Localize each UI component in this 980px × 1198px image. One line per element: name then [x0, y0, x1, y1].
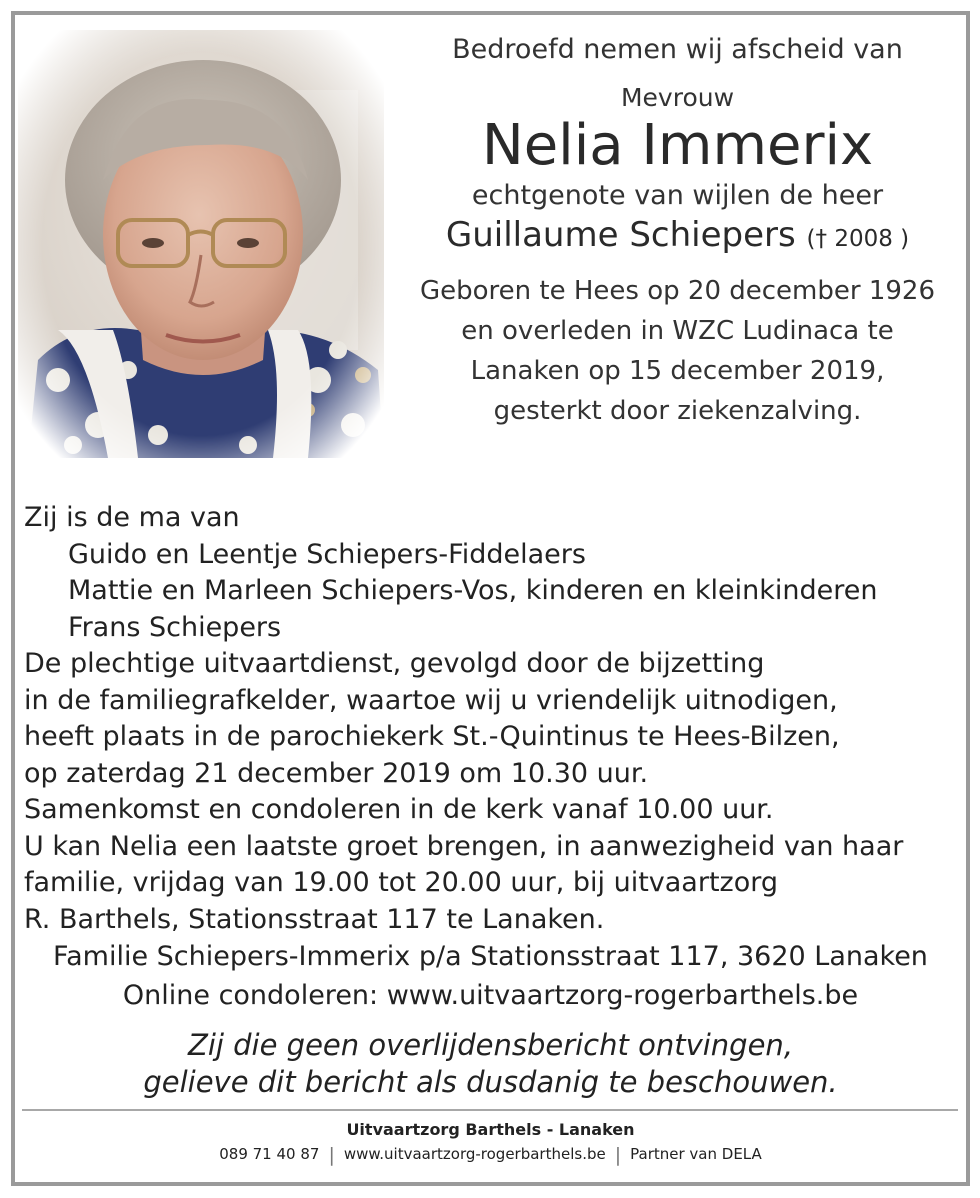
child-entry: Guido en Leentje Schiepers-Fiddelaers: [68, 538, 586, 570]
spouse-death-year: († 2008 ): [806, 226, 910, 252]
footer-divider: [22, 1109, 958, 1111]
spouse-name: Guillaume Schiepers: [445, 215, 796, 255]
child-entry: Frans Schiepers: [68, 611, 282, 643]
service-line: op zaterdag 21 december 2019 om 10.30 uur.: [24, 757, 649, 789]
separator: |: [328, 1144, 335, 1166]
service-line: familie, vrijdag van 19.00 tot 20.00 uur, bij uitvaartzorg: [24, 867, 778, 898]
intro-text: Bedroefd nemen wij afscheid van: [452, 34, 903, 65]
announcement-header: [395, 30, 960, 431]
birth-line: Lanaken op 15 december 2019,: [470, 356, 885, 386]
honorific-title: Mevrouw: [620, 83, 735, 112]
separator: |: [614, 1144, 622, 1166]
birth-line: Geboren te Hees op 20 december 1926: [420, 276, 935, 306]
spouse-intro: echtgenote van wijlen de heer: [471, 180, 884, 211]
obituary-body: [24, 500, 954, 938]
closing-quote: [15, 1027, 966, 1101]
family-contact: [15, 937, 966, 1015]
phone-number: 089 71 40 87: [219, 1145, 320, 1163]
service-line: Samenkomst en condoleren in de kerk vanaf 10.00 uur.: [24, 794, 774, 825]
website-link[interactable]: www.uitvaartzorg-rogerbarthels.be: [343, 1145, 606, 1163]
partner-text: Partner van DELA: [630, 1145, 762, 1163]
spouse-line: [395, 215, 960, 255]
online-condolence: Online condoleren: www.uitvaartzorg-rogerbarthels.be: [122, 980, 859, 1011]
deceased-name: Nelia Immerix: [481, 113, 874, 178]
service-line: De plechtige uitvaartdienst, gevolgd door de bijzetting: [24, 648, 765, 679]
service-line: in de familiegrafkelder, waartoe wij u vriendelijk uitnodigen,: [24, 684, 838, 716]
quote-line: gelieve dit bericht als dusdanig te beschouwen.: [143, 1065, 838, 1099]
funeral-home-name: Uitvaartzorg Barthels - Lanaken: [346, 1120, 635, 1139]
service-line: heeft plaats in de parochiekerk St.-Quintinus te Hees-Bilzen,: [24, 721, 840, 752]
quote-line: Zij die geen overlijdensbericht ontvingen,: [187, 1028, 794, 1062]
service-line: R. Barthels, Stationsstraat 117 te Lanaken.: [24, 903, 605, 935]
birth-line: en overleden in WZC Ludinaca te: [461, 316, 894, 346]
family-address: Familie Schiepers-Immerix p/a Stationsstraat 117, 3620 Lanaken: [53, 941, 928, 972]
funeral-home-contact: [15, 1144, 966, 1166]
child-entry: Mattie en Marleen Schiepers-Vos, kinderen en kleinkinderen: [68, 575, 878, 606]
portrait-photo: [18, 30, 384, 458]
birth-line: gesterkt door ziekenzalving.: [493, 396, 862, 426]
family-intro: Zij is de ma van: [24, 502, 240, 533]
birth-death-details: [395, 271, 960, 431]
service-line: U kan Nelia een laatste groet brengen, in aanwezigheid van haar: [24, 830, 904, 862]
